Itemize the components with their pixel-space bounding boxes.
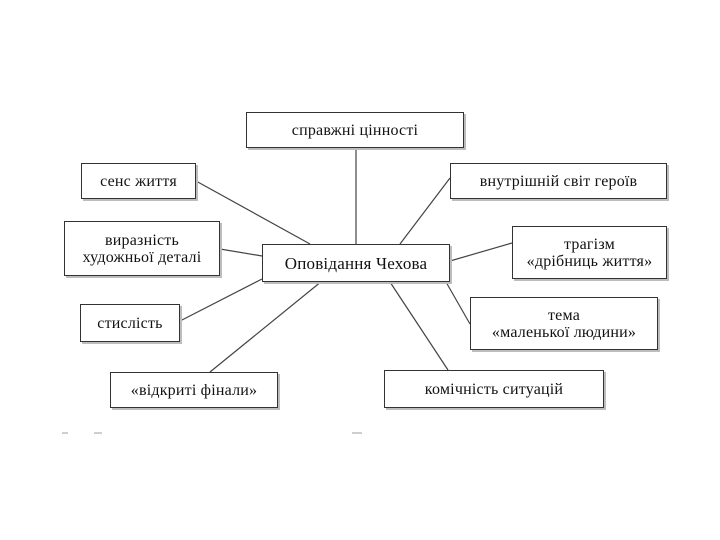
node-little-man-line-2: «маленької людини»	[491, 323, 637, 341]
node-meaning-of-life-label: сенс життя	[100, 172, 177, 190]
node-detail-line-2: художньої деталі	[82, 248, 202, 266]
node-brevity-label: стислість	[97, 314, 163, 332]
node-tragism	[512, 226, 667, 279]
connector-tragism	[450, 243, 512, 261]
connector-detail	[220, 249, 262, 256]
node-tragism-line-2: «дрібниць життя»	[526, 252, 653, 270]
node-comic-situations	[384, 370, 604, 408]
connector-inner-world	[400, 178, 450, 244]
node-comic-situations-label: комічність ситуацій	[424, 380, 564, 398]
node-center-chekhov-stories	[262, 244, 450, 282]
connector-open-endings	[210, 281, 322, 372]
node-tragism-line-1: трагізм	[564, 235, 615, 253]
node-open-endings	[110, 372, 278, 408]
node-little-man	[470, 297, 658, 350]
node-true-values	[246, 112, 464, 148]
node-little-man-line-1: тема	[547, 306, 580, 324]
node-center-label: Оповідання Чехова	[284, 253, 428, 273]
node-detail-expressiveness	[64, 221, 220, 276]
node-detail-line-1: виразність	[105, 231, 179, 249]
scan-artifact	[62, 432, 68, 434]
node-open-endings-label: «відкриті фінали»	[130, 381, 258, 399]
node-brevity	[80, 304, 180, 342]
connector-little-man	[446, 282, 470, 324]
node-meaning-of-life	[81, 163, 196, 199]
node-true-values-label: справжні цінності	[291, 121, 419, 139]
scan-artifact	[94, 432, 102, 434]
node-inner-world	[450, 163, 667, 199]
connector-comic	[390, 282, 448, 370]
scan-artifact	[352, 432, 362, 434]
node-inner-world-label: внутрішній світ героїв	[479, 172, 638, 190]
connector-brevity	[180, 279, 262, 321]
